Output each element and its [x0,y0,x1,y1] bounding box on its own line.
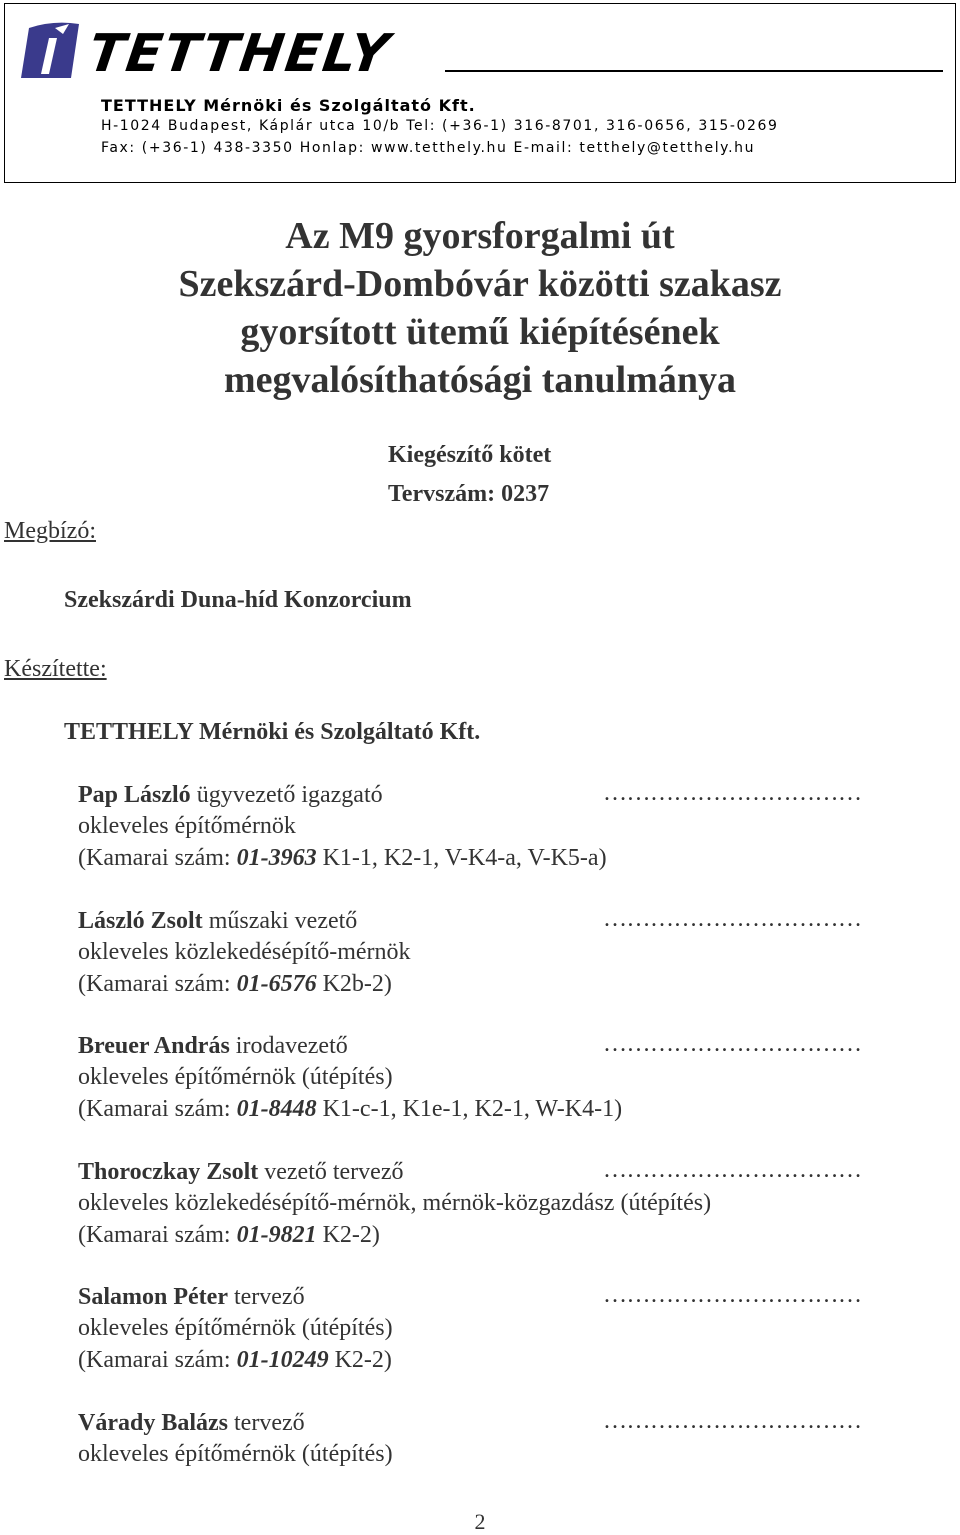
signature-line: …………………………… [603,780,862,806]
reg-number: 01-8448 [236,1095,317,1122]
reg-prefix: (Kamarai szám: [78,1221,237,1248]
reg-number: 01-9821 [236,1221,317,1248]
signature-line: …………………………… [603,1282,862,1308]
reg-prefix: (Kamarai szám: [78,970,237,997]
person-role: tervező [227,1284,305,1310]
reg-number: 01-6576 [236,970,317,997]
signature-line: …………………………… [603,906,862,932]
author-name: TETTHELY Mérnöki és Szolgáltató Kft. [64,719,481,745]
reg-prefix: (Kamarai szám: [78,844,237,871]
reg-suffix: K2-2) [316,1221,380,1248]
person-name: Várady Balázs [78,1410,228,1436]
person-name: Salamon Péter [78,1284,228,1310]
company-logo-icon [19,20,83,82]
person-role: tervező [228,1410,305,1436]
letterhead-address: H-1024 Budapest, Káplár utca 10/b Tel: (+36-1) 316-8701, 316-0656, 315-0269 [101,118,779,134]
person-name: Breuer András [78,1033,230,1059]
person-role: műszaki vezető [202,908,358,934]
letterhead-company: TETTHELY Mérnöki és Szolgáltató Kft. [101,96,476,115]
author-label: Készítette: [4,656,107,682]
person-degree: okleveles közlekedésépítő-mérnök [78,939,411,966]
client-label: Megbízó: [4,518,96,544]
person-block [78,1282,393,1376]
person-block [78,1031,622,1125]
person-degree: okleveles építőmérnök (útépítés) [78,1315,393,1342]
signature-line: …………………………… [603,1157,862,1183]
reg-suffix: K2-2) [328,1346,392,1373]
person-role: ügyvezető igazgató [190,782,383,808]
client-name: Szekszárdi Duna-híd Konzorcium [64,587,412,613]
reg-prefix: (Kamarai szám: [78,1346,237,1373]
person-role: vezető tervező [258,1159,404,1185]
signature-line: …………………………… [603,1031,862,1057]
person-degree: okleveles közlekedésépítő-mérnök, mérnök-közgazdász (útépítés) [78,1190,712,1217]
reg-prefix: (Kamarai szám: [78,1095,237,1122]
logo-rule [445,70,943,72]
person-name: Thoroczkay Zsolt [78,1159,259,1185]
reg-suffix: K1-1, K2-1, V-K4-a, V-K5-a) [316,844,607,871]
reg-number: 01-3963 [236,844,317,871]
reg-suffix: K2b-2) [316,970,392,997]
person-name: László Zsolt [78,908,203,934]
letterhead-contact: Fax: (+36-1) 438-3350 Honlap: www.tetthely.hu E-mail: tetthely@tetthely.hu [101,140,756,156]
plan-number: Tervszám: 0237 [388,481,550,507]
letterhead [4,3,956,183]
person-block [78,1408,393,1471]
volume-label: Kiegészítő kötet [388,442,552,468]
logo-wordmark: TETTHELY [84,24,395,84]
title-line-1: Az M9 gyorsforgalmi út [285,215,675,257]
reg-suffix: K1-c-1, K1e-1, K2-1, W-K4-1) [316,1095,623,1122]
person-degree: okleveles építőmérnök (útépítés) [78,1441,393,1468]
person-name: Pap László [78,782,191,808]
signature-line: …………………………… [603,1408,862,1434]
title-line-4: megvalósíthatósági tanulmánya [224,359,736,401]
document-title [0,212,960,404]
person-degree: okleveles építőmérnök (útépítés) [78,1064,393,1091]
title-line-2: Szekszárd-Dombóvár közötti szakasz [178,263,782,305]
person-block [78,906,411,1000]
person-block [78,780,607,874]
page-number: 2 [474,1509,486,1534]
person-degree: okleveles építőmérnök [78,813,296,840]
title-line-3: gyorsított ütemű kiépítésének [240,311,720,353]
person-role: irodavezető [229,1033,348,1059]
reg-number: 01-10249 [236,1346,329,1373]
